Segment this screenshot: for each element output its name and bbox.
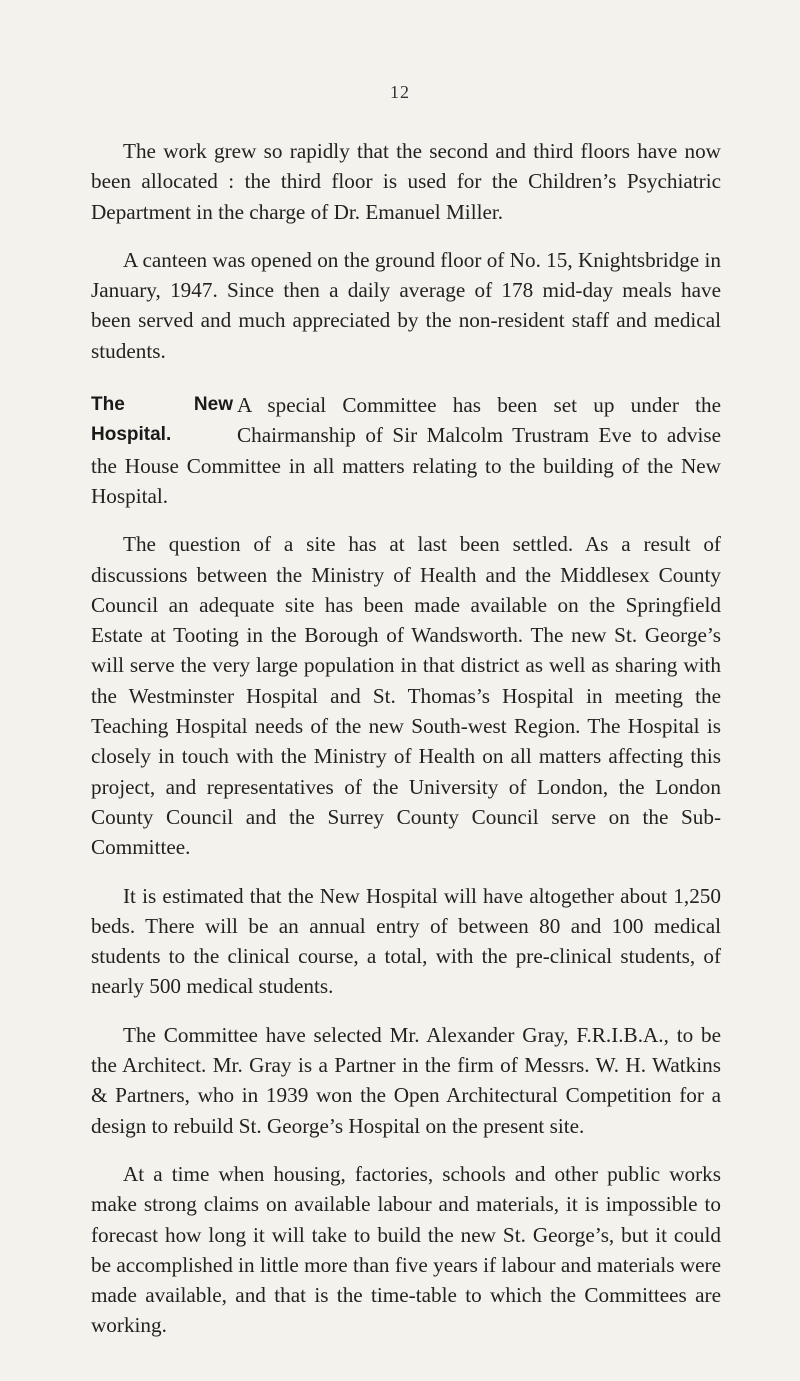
paragraph-special-committee: A special Committee has been set up under the Chairmanship of Sir Malcolm Trustram Eve to advise the House Committee in all matters relating to the building of the New Hospital. xyxy=(91,393,721,508)
paragraph-psychiatric-department: The work grew so rapidly that the second and third floors have now been allocated : the third floor is used for the Children’s Psychiatric Department in the charge of Dr. Emanuel Miller. xyxy=(91,139,721,224)
paragraph-site-question: The question of a site has at last been settled. As a result of discussions between the Ministry of Health and the Middlesex County Council an adequate site has been made available on the Springfield Estate at Tooting in the Borough of Wandsworth. The new St. George’s will serve the very large population in that district as well as sharing with the Westminster Hospital and St. Thomas’s Hospital in meeting the Teaching Hospital needs of the new South-west Region. The Hospital is closely in touch with the Ministry of Health on all matters affecting this project, and representatives of the University of London, the London County Council and the Surrey County Council serve on the Sub-Committee. xyxy=(91,532,721,860)
page-number: 12 xyxy=(390,82,410,102)
paragraph-bed-estimate: It is estimated that the New Hospital will have altogether about 1,250 beds. There will be an annual entry of between 80 and 100 medical students to the clinical course, a total, with the pre-clinical students, of nearly 500 medical students. xyxy=(91,883,721,999)
section-heading-new-hospital: The New Hospital. xyxy=(91,394,233,446)
paragraph-timetable: At a time when housing, factories, schools and other public works make strong claims on available labour and materials, it is impossible to forecast how long it will take to build the new St. George’s, but it could be accomplished in little more than five years if labour and materials were made available, and that is the time-table to which the Committees are working. xyxy=(91,1161,721,1338)
section-new-hospital xyxy=(91,390,721,511)
paragraph-architect: The Committee have selected Mr. Alexander Gray, F.R.I.B.A., to be the Architect. Mr. Gray is a Partner in the firm of Messrs. W. H. Watkins & Partners, who in 1939 won the Open Architectural Competition for a design to rebuild St. George’s Hospital on the present site. xyxy=(91,1022,721,1138)
document-body xyxy=(91,136,721,1359)
paragraph-canteen: A canteen was opened on the ground floor of No. 15, Knightsbridge in January, 1947. Since then a daily average of 178 mid-day meals have been served and much appreciated by the non-resident staff and medical students. xyxy=(91,247,721,363)
